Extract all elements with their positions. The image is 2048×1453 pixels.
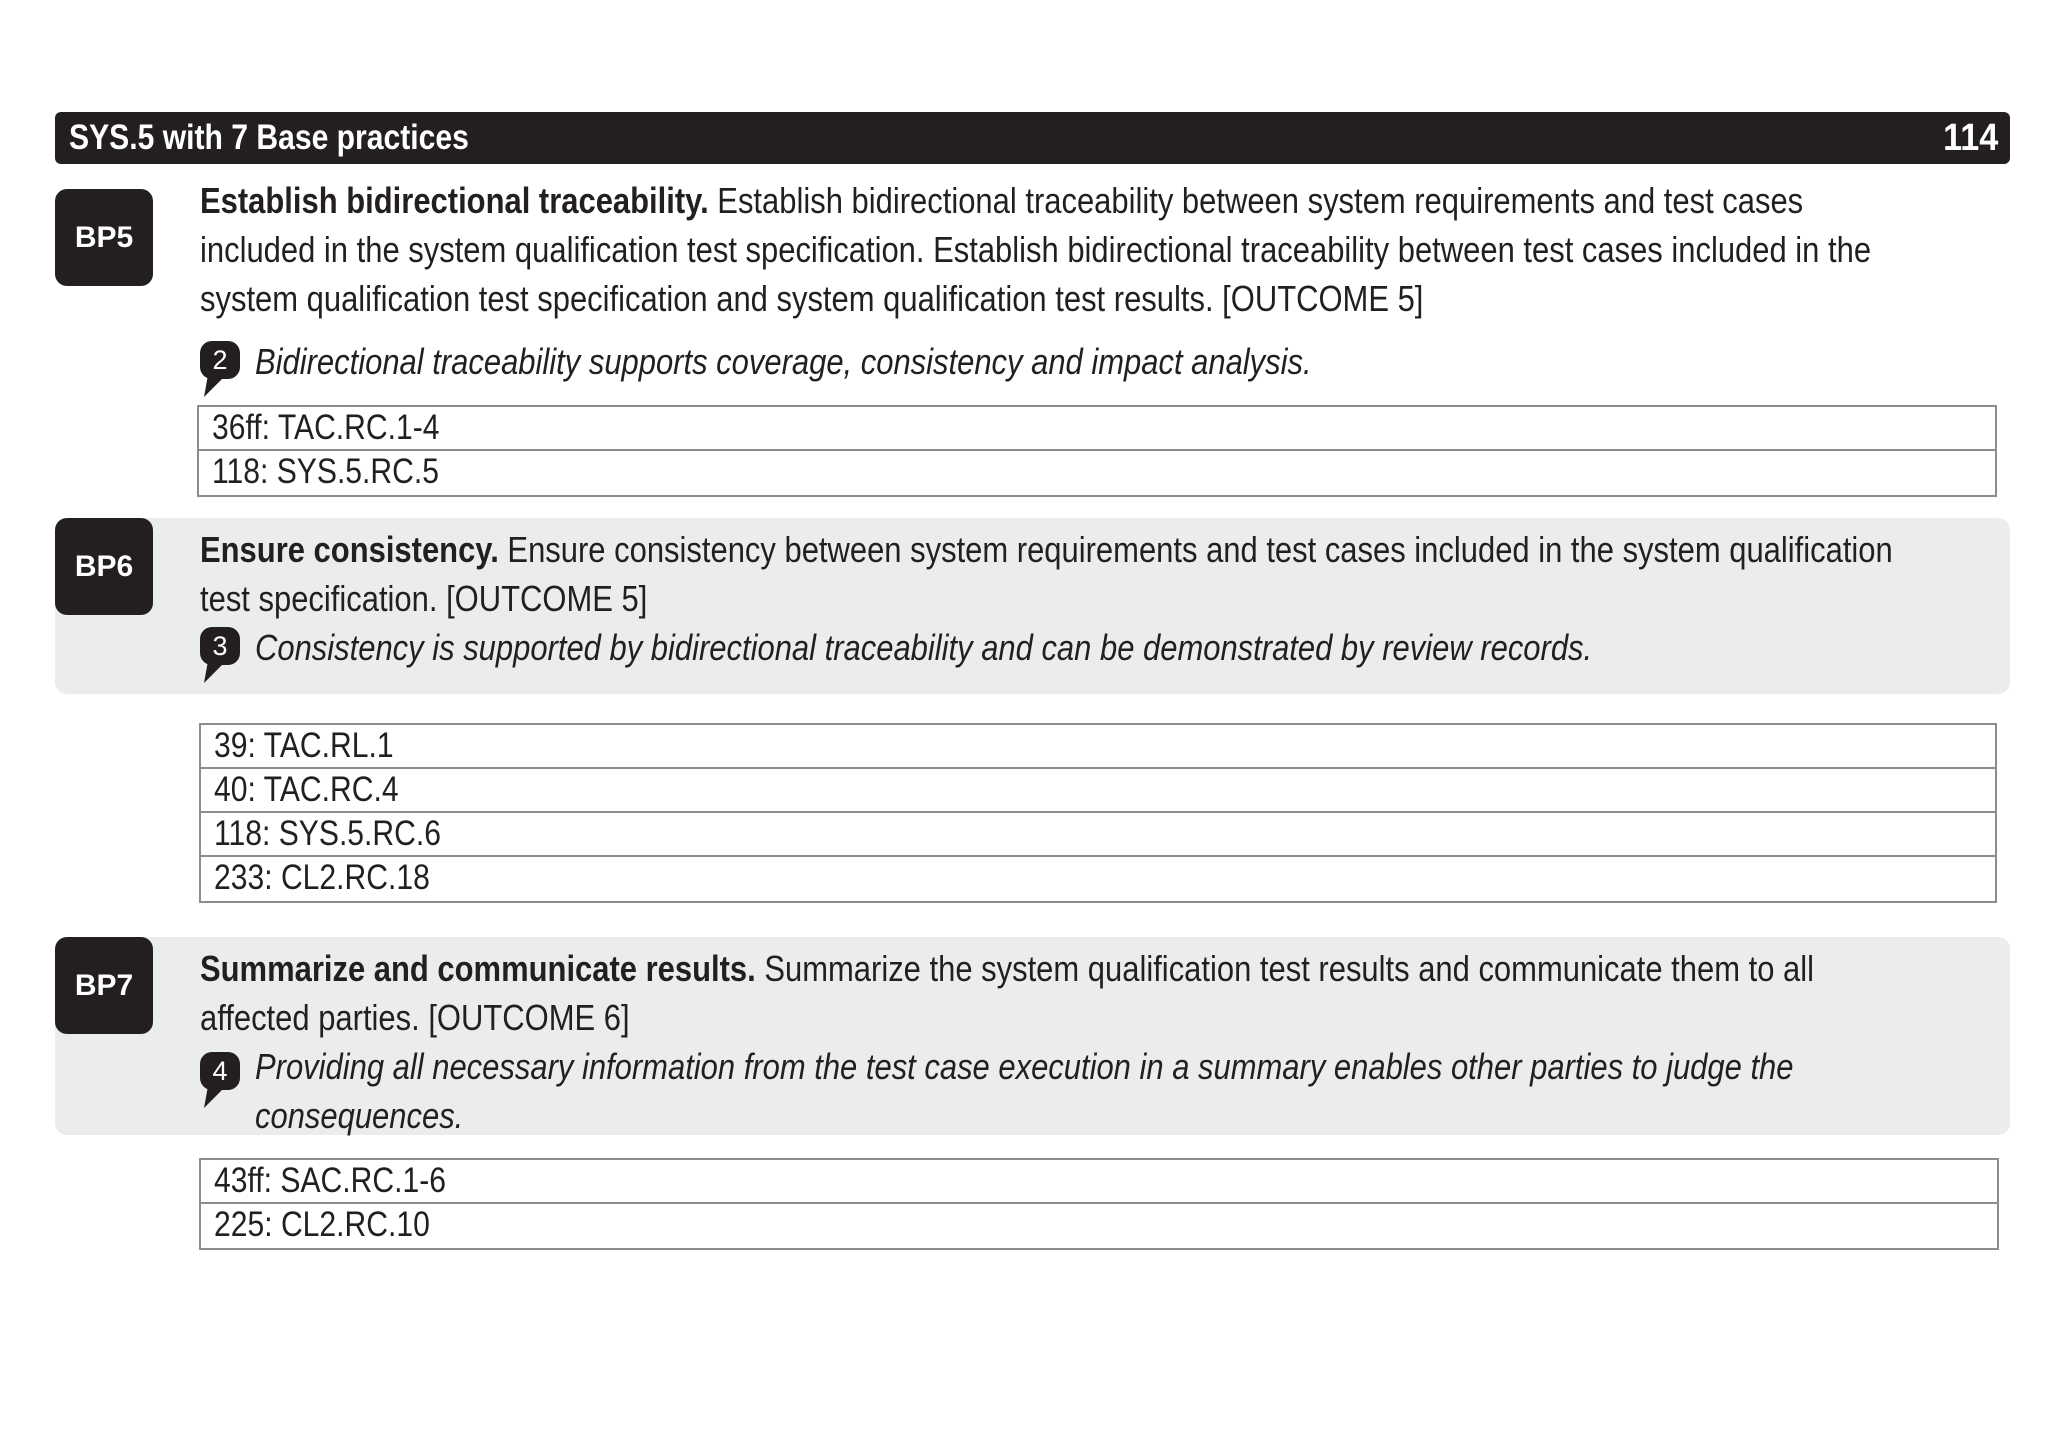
bp7-note-text: consequences.: [255, 1095, 464, 1136]
note-bubble-icon: 4: [200, 1050, 242, 1096]
bp6-title: Ensure consistency.: [200, 529, 499, 570]
page-number: 114: [1942, 116, 1998, 159]
bp7-reference-table: [199, 1158, 1999, 1250]
table-row: 36ff: TAC.RC.1-4: [199, 407, 1995, 451]
table-row: 225: CL2.RC.10: [214, 1205, 430, 1244]
bp6-line: test specification. [OUTCOME 5]: [200, 578, 648, 619]
bp5-text: [200, 176, 1872, 323]
bp7-line: affected parties. [OUTCOME 6]: [200, 997, 630, 1038]
bp5-note: [200, 337, 2000, 397]
bp5-note-text: Bidirectional traceability supports coverage, consistency and impact analysis.: [255, 341, 1312, 382]
bp6-line: Ensure consistency between system requirements and test cases included in the system qualification: [498, 529, 1893, 570]
bp6-note: [200, 623, 2000, 683]
table-row: 43ff: SAC.RC.1-6: [201, 1160, 1997, 1204]
bp7-note: [200, 1042, 2000, 1142]
table-row: 118: SYS.5.RC.6: [201, 813, 1995, 857]
bp5-badge: BP5: [55, 189, 153, 286]
bp6-reference-table: [199, 723, 1997, 903]
bp7-note-text: Providing all necessary information from the test case execution in a summary enables other parties to judge the: [255, 1046, 1794, 1087]
table-row: 233: CL2.RC.18: [214, 858, 430, 897]
table-row: 40: TAC.RC.4: [201, 769, 1995, 813]
bp6-note-text: Consistency is supported by bidirectional traceability and can be demonstrated by review records.: [255, 627, 1593, 668]
section-header: [55, 112, 2010, 164]
bp7-line: Summarize the system qualification test results and communicate them to all: [755, 948, 1815, 989]
section-title: SYS.5 with 7 Base practices: [69, 118, 469, 157]
table-row: 39: TAC.RL.1: [201, 725, 1995, 769]
bp7-title: Summarize and communicate results.: [200, 948, 756, 989]
note-bubble-icon: 2: [200, 339, 242, 385]
bp6-badge: BP6: [55, 518, 153, 615]
table-row: 118: SYS.5.RC.5: [212, 452, 439, 491]
bp5-line: included in the system qualification test specification. Establish bidirectional traceability between test cases included in the: [200, 229, 1872, 270]
bp5-line: Establish bidirectional traceability between system requirements and test cases: [708, 180, 1804, 221]
note-bubble-icon: 3: [200, 625, 242, 671]
bp5-title: Establish bidirectional traceability.: [200, 180, 709, 221]
bp7-text: [200, 944, 1815, 1042]
bp5-reference-table: [197, 405, 1997, 497]
bp7-badge: BP7: [55, 937, 153, 1034]
bp5-line: system qualification test specification and system qualification test results. [OUTCOME 5]: [200, 278, 1424, 319]
bp6-text: [200, 525, 1893, 623]
